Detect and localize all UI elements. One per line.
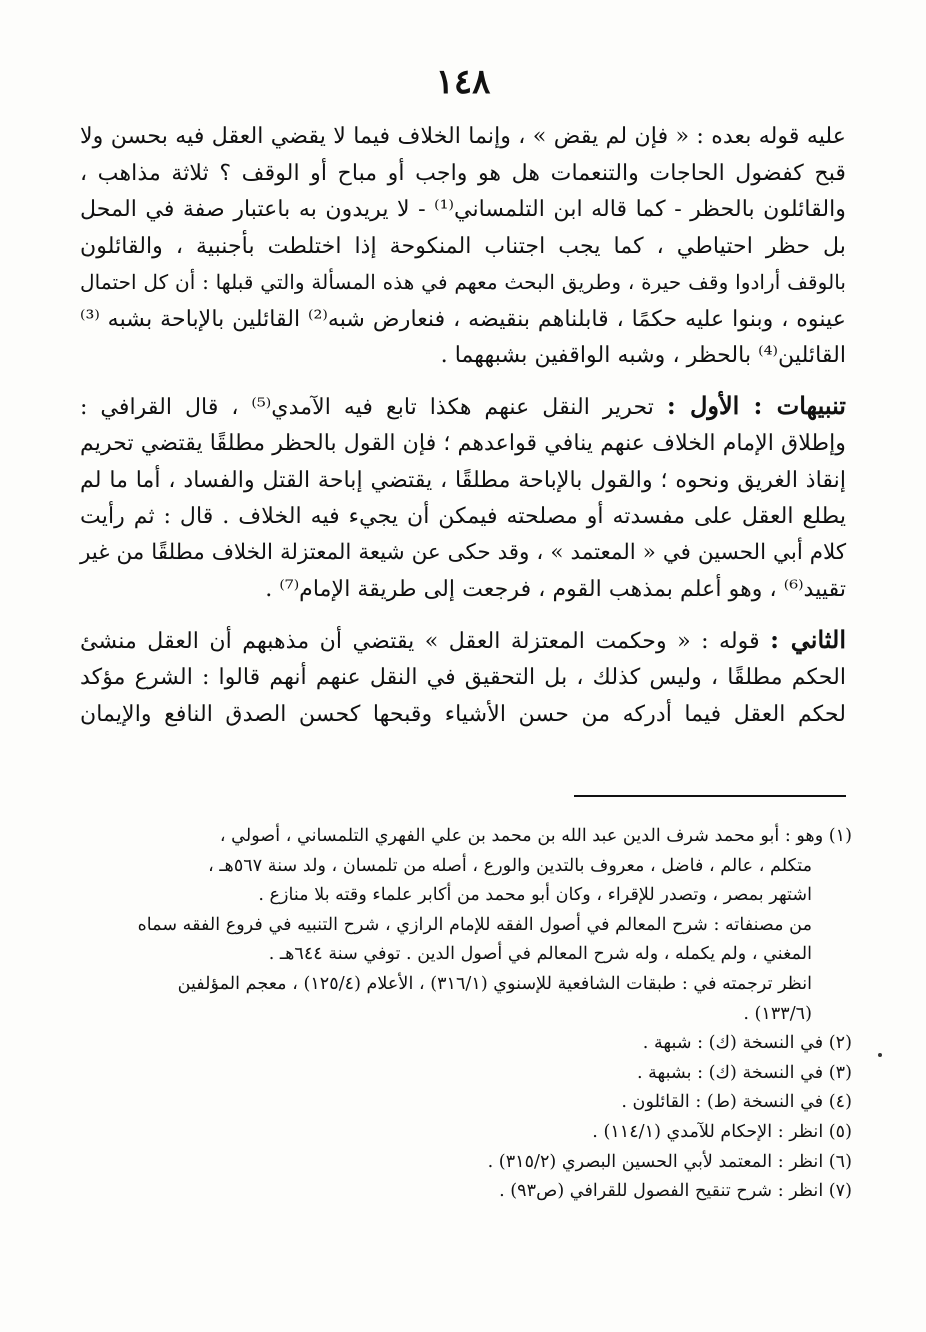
- footnote-line: (٥) انظر : الإحكام للآمدي (١١٤/١) .: [592, 1121, 852, 1142]
- text-line: يطلع العقل على مفسدته أو مصلحته فيمكن أن يجيء فيه الخلاف . قال : ثم رأيت: [80, 503, 846, 529]
- text-line: [80, 388, 846, 426]
- text-line: كلام أبي الحسين في « المعتمد » ، وقد حكى عن شيعة المعتزلة الخلاف مطلقًا من غير: [80, 539, 846, 565]
- footnote-line: (٧) انظر : شرح تنقيح الفصول للقرافي (ص٩٣) .: [499, 1181, 852, 1202]
- footnote-separator: [574, 795, 846, 797]
- text-run: قوله : « وحكمت المعتزلة العقل » يقتضي أن مذهبهم أن العقل منشئ: [80, 627, 771, 654]
- text-run: تحرير النقل عنهم هكذا تابع فيه الآمدي⁽⁵⁾ ، قال القرافي :: [80, 393, 667, 420]
- footnote-line: المغني ، ولم يكمله ، وله شرح المعالم في أصول الدين . توفي سنة ٦٤٤هـ .: [268, 944, 812, 965]
- footnote-line: (١) وهو : أبو محمد شرف الدين عبد الله بن محمد بن علي الفهري التلمساني ، أصولي ،: [219, 826, 852, 846]
- footnote-line: من مصنفاته : شرح المعالم في أصول الفقه للإمام الرازي ، شرح التنبيه في فروع الفقه سماه: [137, 914, 812, 935]
- scan-speck: [878, 1053, 882, 1057]
- footnote-line: متكلم ، عالم ، فاضل ، معروف بالتدين والورع ، أصله من تلمسان ، ولد سنة ٥٦٧هـ ،: [208, 855, 812, 876]
- text-line: بل حظر احتياطي ، كما يجب اجتناب المنكوحة إذا اختلطت بأجنبية ، والقائلون: [80, 232, 846, 259]
- text-line: والقائلون بالحظر - كما قاله ابن التلمساني⁽¹⁾ - لا يريدون به باعتبار صفة في المحل: [80, 196, 846, 222]
- text-line: إنقاذ الغريق ونحوه ؛ والقول بالإباحة مطلقًا ، يقتضي إباحة القتل والفساد ، أما ما لم: [80, 466, 846, 493]
- footnote-line: (٣) في النسخة (ك) : بشبهة .: [636, 1062, 852, 1083]
- main-text: [80, 118, 846, 732]
- footnote-line: (١٣٣/٦) .: [743, 1003, 812, 1024]
- footnotes: [96, 822, 852, 1207]
- footnote-line: (٤) في النسخة (ط) : القائلون .: [621, 1092, 852, 1113]
- paragraph-3: [80, 622, 846, 733]
- text-line: وإطلاق الإمام الخلاف عنهم ينافي قواعدهم ؛ فإن القول بالحظر مطلقًا يقتضي تحريم: [80, 430, 846, 456]
- text-line: تقييد⁽⁶⁾ ، وهو أعلم بمذهب القوم ، فرجعت إلى طريقة الإمام⁽⁷⁾ .: [265, 576, 846, 602]
- footnote-line: (٦) انظر : المعتمد لأبي الحسين البصري (٣١٥/٢) .: [487, 1151, 852, 1172]
- text-line: الحكم مطلقًا ، وليس كذلك ، بل التحقيق في النقل عنهم أنهم قالوا : الشرع مؤكد: [80, 664, 846, 690]
- text-line: قبح كفضول الحاجات والتنعمات هل هو واجب أو مباح أو الوقف ؟ ثلاثة مذاهب ،: [80, 159, 846, 186]
- page-number: ١٤٨: [435, 62, 491, 102]
- section-heading: الثاني :: [770, 624, 846, 654]
- text-line: لحكم العقل فيما أدركه من حسن الأشياء وقبحها كحسن الصدق النافع والإيمان: [80, 700, 846, 727]
- paragraph-1: [80, 118, 846, 374]
- text-line: عليه قوله بعده : « فإن لم يقض » ، وإنما الخلاف فيما لا يقضي العقل فيه بحسن ولا: [80, 123, 846, 149]
- footnote-line: (٢) في النسخة (ك) : شبهة .: [642, 1033, 852, 1054]
- paragraph-2: [80, 388, 846, 608]
- text-line: [80, 622, 846, 660]
- text-line: القائلين⁽⁴⁾ بالحظر ، وشبه الواقفين بشبههما .: [440, 342, 846, 368]
- text-line: بالوقف أرادوا وقف حيرة ، وطريق البحث معهم في هذه المسألة والتي قبلها : أن كل احتمال: [80, 270, 846, 294]
- footnote-line: اشتهر بمصر ، وتصدر للإقراء ، وكان أبو محمد من أكابر علماء وقته بلا منازع .: [258, 885, 812, 906]
- text-line: عينوه ، وبنوا عليه حكمًا ، قابلناهم بنقيضه ، فنعارض شبه⁽²⁾ القائلين بالإباحة بشبه ⁽³⁾: [80, 305, 846, 332]
- footnote-line: انظر ترجمته في : طبقات الشافعية للإسنوي (٣١٦/١) ، الأعلام (١٢٥/٤) ، معجم المؤلفين: [177, 973, 812, 994]
- section-heading: تنبيهات : الأول :: [666, 390, 846, 420]
